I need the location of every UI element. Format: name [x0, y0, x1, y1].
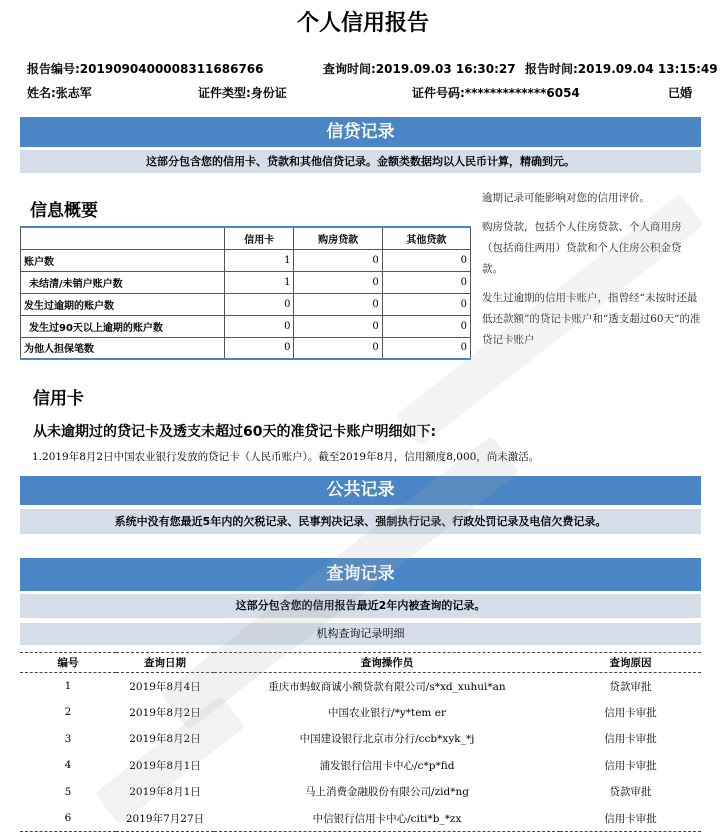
report-title: 个人信用报告 [296, 11, 429, 36]
query-reason: 信用卡审批 [604, 706, 657, 719]
credit-section-desc: 这部分包含您的信用卡、贷款和其他信贷记录。金额类数据均以人民币计算，精确到元。 [20, 150, 701, 173]
query-table [20, 652, 701, 832]
summary-title: 信息概要 [30, 201, 98, 221]
summary-cell: 0 [382, 315, 470, 337]
query-no: 3 [64, 732, 72, 745]
query-date: 2019年8月4日 [129, 680, 201, 693]
summary-cell: 0 [294, 249, 382, 271]
summary-notes [482, 188, 702, 359]
id-type: 证件类型:身份证 [198, 86, 287, 100]
person-name: 姓名:张志军 [27, 86, 92, 100]
report-number: 报告编号:2019090400008311686766 [27, 62, 264, 76]
query-no: 4 [64, 759, 72, 772]
query-no: 2 [64, 706, 72, 719]
summary-col-other-loan: 其他贷款 [382, 227, 470, 249]
query-section-sub: 机构查询记录明细 [20, 623, 701, 645]
query-operator: 中国农业银行/*y*tem er [328, 706, 446, 719]
summary-row [21, 249, 471, 271]
query-no: 6 [20, 805, 116, 832]
query-operator: 浦发银行信用卡中心/c*p*fid [319, 759, 455, 772]
summary-cell: 0 [382, 271, 470, 293]
summary-cell: 0 [382, 337, 470, 359]
summary-cell: 0 [382, 249, 470, 271]
query-reason: 信用卡审批 [604, 759, 657, 772]
summary-corner-cell [21, 227, 225, 249]
summary-cell: 0 [225, 293, 294, 315]
summary-row [21, 293, 471, 315]
summary-header-row [21, 227, 471, 249]
query-reason: 信用卡审批 [604, 733, 657, 746]
query-reason: 贷款审批 [609, 786, 652, 799]
summary-table [20, 226, 471, 360]
summary-row [21, 315, 471, 337]
query-row [20, 805, 701, 832]
query-operator: 马上消费金融股份有限公司/zid*ng [305, 786, 469, 799]
note-overdue: 逾期记录可能影响对您的信用评价。 [482, 192, 650, 204]
query-date: 2019年7月27日 [116, 805, 214, 832]
query-reason: 信用卡审批 [560, 805, 701, 832]
summary-cell: 0 [294, 293, 382, 315]
credit-card-title: 信用卡 [33, 389, 84, 409]
summary-cell: 0 [225, 315, 294, 337]
summary-cell: 1 [225, 249, 294, 271]
query-no: 1 [64, 680, 72, 692]
summary-cell: 0 [294, 337, 382, 359]
query-date: 2019年8月2日 [129, 733, 201, 746]
summary-col-housing-loan: 购房贷款 [294, 227, 382, 249]
query-operator: 中信银行信用卡中心/citi*b_*zx [214, 805, 560, 832]
credit-card-detail: 1.2019年8月2日中国农业银行发放的贷记卡（人民币账户）。截至2019年8月，信用额度8,000，尚未激活。 [32, 451, 540, 463]
query-date: 2019年8月1日 [129, 786, 201, 799]
query-operator: 中国建设银行北京市分行/ccb*xyk_*j [299, 733, 475, 746]
summary-cell: 0 [294, 315, 382, 337]
query-date: 2019年8月1日 [129, 759, 201, 772]
public-section-title: 公共记录 [20, 476, 701, 505]
summary-cell: 0 [225, 337, 294, 359]
query-header-row [20, 653, 701, 673]
query-operator: 重庆市蚂蚁商诚小额贷款有限公司/s*xd_xuhui*an [268, 680, 506, 693]
summary-row-label: 未结清/未销户账户数 [21, 271, 225, 293]
marital-status: 已婚 [668, 86, 693, 100]
note-housing-loan: 购房贷款，包括个人住房贷款、个人商用房（包括商住两用）贷款和个人住房公积金贷款。 [482, 221, 682, 275]
query-row [20, 752, 701, 779]
query-row [20, 673, 701, 700]
query-col-operator: 查询操作员 [214, 653, 560, 673]
query-row [20, 699, 701, 726]
summary-row [21, 337, 471, 359]
query-row [20, 726, 701, 753]
summary-row-label: 发生过90天以上逾期的账户数 [21, 315, 225, 337]
credit-card-subtitle: 从未逾期过的贷记卡及透支未超过60天的准贷记卡账户明细如下: [33, 424, 437, 440]
query-section-desc: 这部分包含您的信用报告最近2年内被查询的记录。 [20, 594, 701, 618]
credit-section-title: 信贷记录 [20, 117, 701, 147]
summary-col-credit-card: 信用卡 [225, 227, 294, 249]
summary-row-label: 账户数 [21, 249, 225, 271]
query-reason: 贷款审批 [609, 680, 652, 693]
summary-row-label: 发生过逾期的账户数 [21, 293, 225, 315]
query-col-reason: 查询原因 [560, 653, 701, 673]
query-date: 2019年8月2日 [129, 706, 201, 719]
summary-cell: 1 [225, 271, 294, 293]
summary-cell: 0 [382, 293, 470, 315]
summary-cell: 0 [294, 271, 382, 293]
note-overdue-card: 发生过逾期的信用卡账户，指曾经“未按时还最低还款额”的贷记卡账户和“透支超过60天”的准贷记卡账户 [482, 292, 701, 346]
public-section-desc: 系统中没有您最近5年内的欠税记录、民事判决记录、强制执行记录、行政处罚记录及电信欠费记录。 [20, 509, 701, 534]
id-number: 证件号码:*************6054 [412, 86, 580, 100]
summary-row [21, 271, 471, 293]
summary-row-label: 为他人担保笔数 [21, 337, 225, 359]
query-time: 查询时间:2019.09.03 16:30:27 [323, 62, 516, 76]
query-col-no: 编号 [20, 653, 116, 673]
query-no: 5 [64, 785, 72, 798]
query-section-title: 查询记录 [20, 558, 701, 591]
query-col-date: 查询日期 [116, 653, 214, 673]
report-time: 报告时间:2019.09.04 13:15:49 [525, 62, 718, 76]
query-row [20, 779, 701, 806]
